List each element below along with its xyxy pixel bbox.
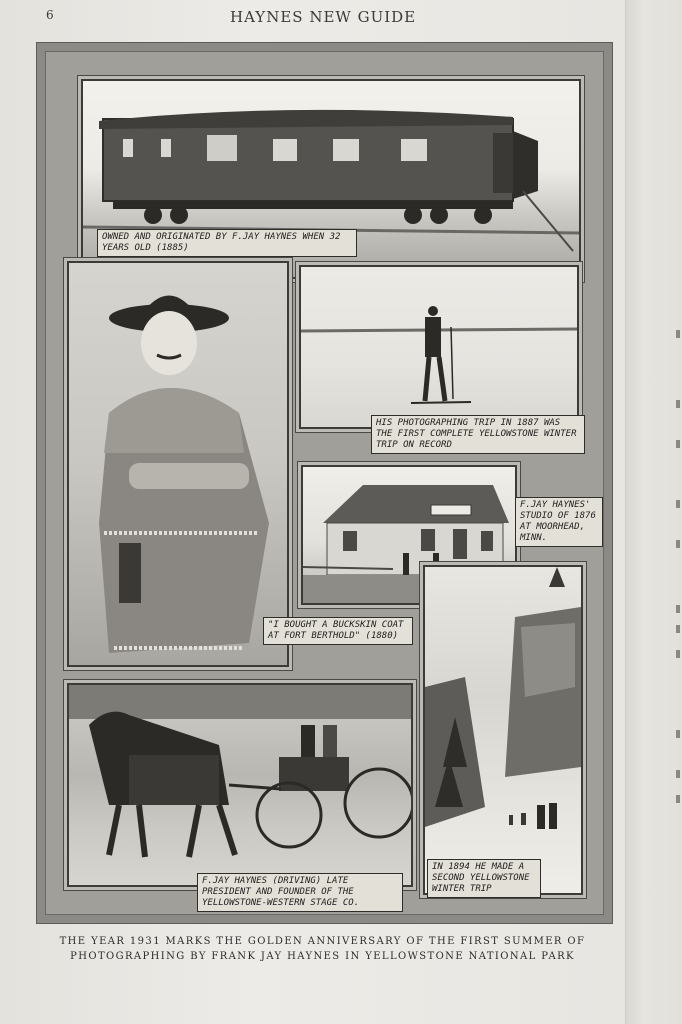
text-fragment-mark — [676, 330, 680, 338]
portrait-illustration — [69, 263, 287, 665]
caption-studio-1876: F.JAY HAYNES' STUDIO OF 1876 AT MOORHEAD, MINN. — [515, 497, 603, 547]
stage-illustration — [69, 685, 411, 885]
canyon-illustration — [425, 567, 581, 893]
photo-stage-wagon — [67, 683, 413, 887]
text-fragment-mark — [676, 770, 680, 778]
adjacent-page-edge — [625, 0, 682, 1024]
text-fragment-mark — [676, 500, 680, 508]
text-fragment-mark — [676, 400, 680, 408]
caption-buckskin: "I BOUGHT A BUCKSKIN COAT AT FORT BERTHOLD" (1880) — [263, 617, 413, 645]
caption-winter-trip-1887: HIS PHOTOGRAPHING TRIP IN 1887 WAS THE FIRST COMPLETE YELLOWSTONE WINTER TRIP ON RECORD — [371, 415, 585, 454]
photo-winter-trip-1887 — [299, 265, 579, 429]
running-head: HAYNES NEW GUIDE — [230, 8, 417, 26]
caption-stage: F.JAY HAYNES (DRIVING) LATE PRESIDENT AND FOUNDER OF THE YELLOWSTONE-WESTERN STAGE CO. — [197, 873, 403, 912]
photo-portrait-buckskin — [67, 261, 289, 667]
photo-plate — [36, 42, 613, 924]
photo-winter-trip-1894 — [423, 565, 583, 895]
text-fragment-mark — [676, 440, 680, 448]
page-number: 6 — [46, 8, 54, 22]
text-fragment-mark — [676, 625, 680, 633]
text-fragment-mark — [676, 795, 680, 803]
text-fragment-mark — [676, 540, 680, 548]
caption-winter-trip-1894: IN 1894 HE MADE A SECOND YELLOWSTONE WINTER TRIP — [427, 859, 541, 898]
plate-caption-line-2: PHOTOGRAPHING BY FRANK JAY HAYNES IN YELLOWSTONE NATIONAL PARK — [70, 951, 575, 962]
text-fragment-mark — [676, 730, 680, 738]
plate-caption-line-1: THE YEAR 1931 MARKS THE GOLDEN ANNIVERSARY OF THE FIRST SUMMER OF — [59, 936, 586, 947]
plate-caption — [30, 934, 615, 964]
text-fragment-mark — [676, 605, 680, 613]
skier-illustration — [301, 267, 577, 427]
text-fragment-mark — [676, 650, 680, 658]
caption-railcar: OWNED AND ORIGINATED BY F.JAY HAYNES WHEN 32 YEARS OLD (1885) — [97, 229, 357, 257]
